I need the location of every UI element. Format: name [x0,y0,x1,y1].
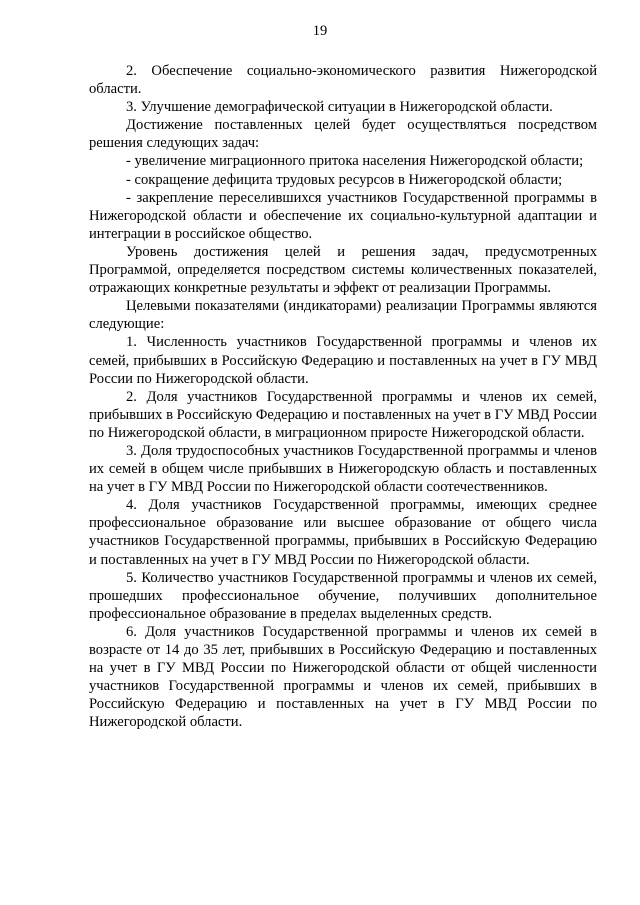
document-body [89,62,597,731]
indicator-5-paragraph: 5. Количество участников Государственной программы и членов их семей, прошедших профессиональное обучение, получивших дополнительное профессиональное образование в пределах выделенных средств. [89,569,597,622]
indicator-3-paragraph: 3. Доля трудоспособных участников Государственной программы и членов их семей в общем числе прибывших в Нижегородскую область и поставленных на учет в ГУ МВД России по Нижегородской области соотечественников. [89,442,597,496]
indicators-system-paragraph: Уровень достижения целей и решения задач, предусмотренных Программой, определяется посредством системы количественных показателей, отражающих конкретные результаты и эффект от реализации Программы. [89,243,597,297]
goal-2-paragraph: 2. Обеспечение социально-экономического развития Нижегородской области. [89,63,597,98]
goal-3-paragraph: 3. Улучшение демографической ситуации в Нижегородской области. [126,99,553,116]
tasks-intro-paragraph: Достижение поставленных целей будет осуществляться посредством решения следующих задач: [89,117,597,152]
task-item-integration: - закрепление переселившихся участников Государственной программы в Нижегородской области и обеспечение их социально-культурной адаптации и интеграции в российское общество. [89,189,597,242]
indicators-intro-paragraph: Целевыми показателями (индикаторами) реализации Программы являются следующие: [89,298,597,333]
indicator-1-paragraph: 1. Численность участников Государственной программы и членов их семей, прибывших в Российскую Федерацию и поставленных на учет в ГУ МВД России по Нижегородской области. [89,334,597,387]
indicator-4-paragraph: 4. Доля участников Государственной программы, имеющих среднее профессиональное образование или высшее образование от общего числа участников Государственной программы, прибывших в Российскую Федерацию и поставленных на учет в ГУ МВД России по Нижегородской области. [89,497,597,568]
indicator-2-paragraph: 2. Доля участников Государственной программы и членов их семей, прибывших в Российскую Федерацию и поставленных на учет в ГУ МВД России по Нижегородской области, в миграционном приросте Нижегородской области. [89,388,597,441]
indicator-6-paragraph: 6. Доля участников Государственной программы и членов их семей в возрасте от 14 до 35 лет, прибывших в Российскую Федерацию и поставленных на учет в ГУ МВД России по Нижегородской области от общей численности участников Государственной программы и членов их семей, прибывших в Российскую Федерацию и поставленных на учет в ГУ МВД России по Нижегородской области. [89,623,597,731]
page-number: 19 [312,23,328,39]
task-item-labor: - сокращение дефицита трудовых ресурсов в Нижегородской области; [126,171,563,188]
task-item-migration: - увеличение миграционного притока населения Нижегородской области; [126,153,584,170]
